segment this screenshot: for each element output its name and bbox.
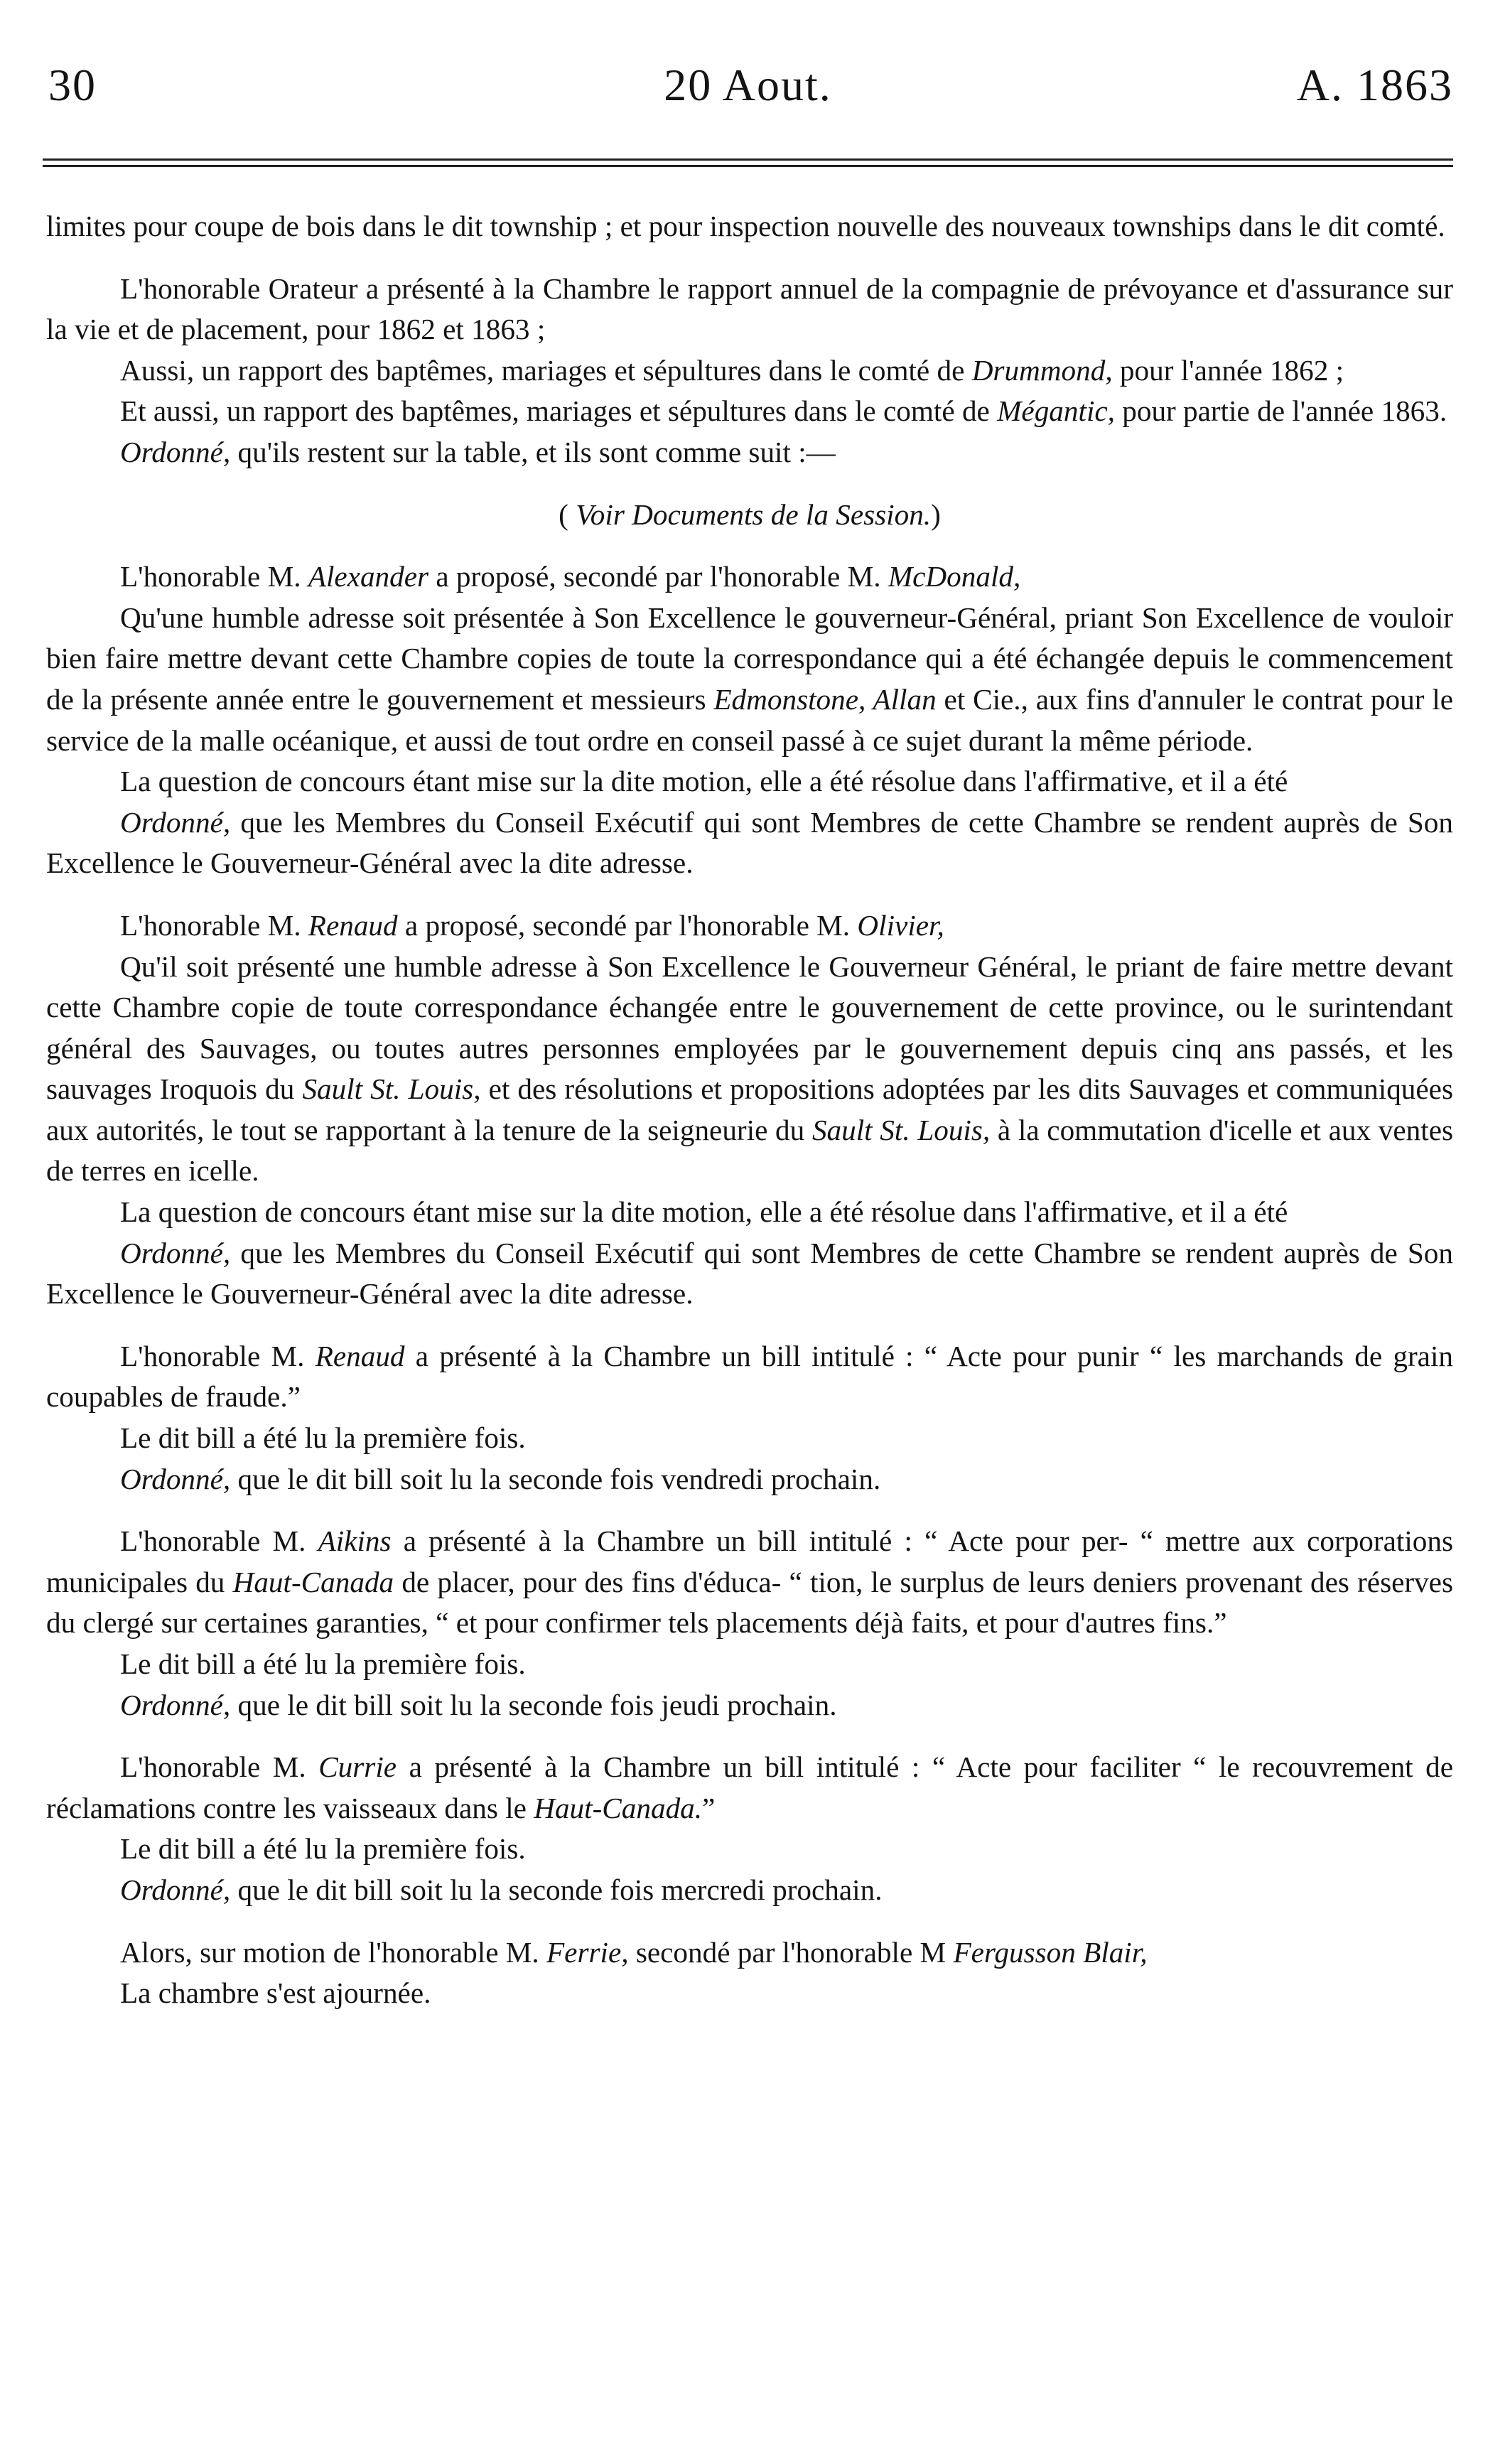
- paragraph: Le dit bill a été lu la première fois.: [120, 1647, 526, 1680]
- paragraph: L'honorable Orateur a présenté à la Chambre le rapport annuel de la compagnie de prévoyance et d'assurance sur la vie et de placement, pour 1862 et 1863 ;: [46, 271, 1453, 346]
- paragraph: L'honorable M. Currie a présenté à la Chambre un bill intitulé : “ Acte pour faciliter “ le recouvrement de réclamations contre les vaisseaux dans le Haut-Canada.”: [46, 1750, 1453, 1824]
- paragraph: Aussi, un rapport des baptêmes, mariages et sépultures dans le comté de Drummond, pour l'année 1862 ;: [120, 353, 1344, 387]
- paragraph: Le dit bill a été lu la première fois.: [120, 1421, 526, 1455]
- session-note: ( Voir Documents de la Session.): [559, 497, 941, 531]
- paragraph: limites pour coupe de bois dans le dit township ; et pour inspection nouvelle des nouveaux townships dans le dit comté.: [46, 210, 1445, 242]
- paragraph: Ordonné, que le dit bill soit lu la seconde fois vendredi prochain.: [120, 1462, 881, 1495]
- paragraph: L'honorable M. Aikins a présenté à la Chambre un bill intitulé : “ Acte pour per- “ mettre aux corporations municipales du Haut-Canada de placer, pour des fins d'éduca- “ tion, le surplus de leurs deniers provenant des réserves du clergé sur certaines garanties, “ et pour confirmer tels placements déjà faits, et pour d'autres fins.”: [46, 1524, 1453, 1640]
- paragraph: Qu'il soit présenté une humble adresse à Son Excellence le Gouverneur Général, le priant de faire mettre devant cette Chambre copie de toute correspondance échangée entre le gouvernement de cette province, ou le surintendant général des Sauvages, ou toutes autres personnes employées par le gouvernement depuis cinq ans passés, et les sauvages Iroquois du Sault St. Louis, et des résolutions et propositions adoptées par les dits Sauvages et communiquées aux autorités, le tout se rapportant à la tenure de la seigneurie du Sault St. Louis, à la commutation d'icelle et aux ventes de terres en icelle.: [46, 949, 1454, 1188]
- paragraph: La question de concours étant mise sur la dite motion, elle a été résolue dans l'affirmative, et il a été: [120, 765, 1288, 798]
- running-date: 20 Aout.: [664, 60, 832, 110]
- paragraph: La chambre s'est ajournée.: [120, 1976, 431, 2010]
- paragraph: L'honorable M. Renaud a présenté à la Chambre un bill intitulé : “ Acte pour punir “ les marchands de grain coupables de fraude.”: [46, 1339, 1453, 1414]
- paragraph: Ordonné, que les Membres du Conseil Exécutif qui sont Membres de cette Chambre se rendent auprès de Son Excellence le Gouverneur-Général avec la dite adresse.: [46, 805, 1453, 880]
- paragraph: L'honorable M. Alexander a proposé, secondé par l'honorable M. McDonald,: [120, 560, 1021, 593]
- header-rule-top: [43, 158, 1453, 161]
- paragraph: Et aussi, un rapport des baptêmes, mariages et sépultures dans le comté de Mégantic, pour partie de l'année 1863.: [120, 394, 1447, 428]
- page-header: [43, 57, 1453, 114]
- paragraph: Le dit bill a été lu la première fois.: [120, 1832, 526, 1866]
- header-rule-bottom: [43, 165, 1453, 167]
- paragraph: Ordonné, que le dit bill soit lu la seconde fois jeudi prochain.: [120, 1688, 837, 1721]
- paragraph: Ordonné, qu'ils restent sur la table, et ils sont comme suit :—: [120, 435, 836, 468]
- session-year: A. 1863: [1296, 60, 1453, 110]
- journal-body: [46, 206, 1453, 2014]
- paragraph: L'honorable M. Renaud a proposé, secondé par l'honorable M. Olivier,: [120, 908, 944, 942]
- paragraph: Qu'une humble adresse soit présentée à Son Excellence le gouverneur-Général, priant Son Excellence de vouloir bien faire mettre devant cette Chambre copies de toute la correspondance qui a été échangée depuis le commencement de la présente année entre le gouvernement et messieurs Edmonstone, Allan et Cie., aux fins d'annuler le contrat pour le service de la malle océanique, et aussi de tout ordre en conseil passé à ce sujet durant la même période.: [46, 601, 1453, 757]
- paragraph: La question de concours étant mise sur la dite motion, elle a été résolue dans l'affirmative, et il a été: [120, 1195, 1288, 1229]
- page-number: 30: [48, 60, 97, 110]
- paragraph: Alors, sur motion de l'honorable M. Ferrie, secondé par l'honorable M Fergusson Blair,: [120, 1935, 1148, 1969]
- paragraph: Ordonné, que les Membres du Conseil Exécutif qui sont Membres de cette Chambre se rendent auprès de Son Excellence le Gouverneur-Général avec la dite adresse.: [46, 1236, 1453, 1311]
- paragraph: Ordonné, que le dit bill soit lu la seconde fois mercredi prochain.: [120, 1873, 883, 1906]
